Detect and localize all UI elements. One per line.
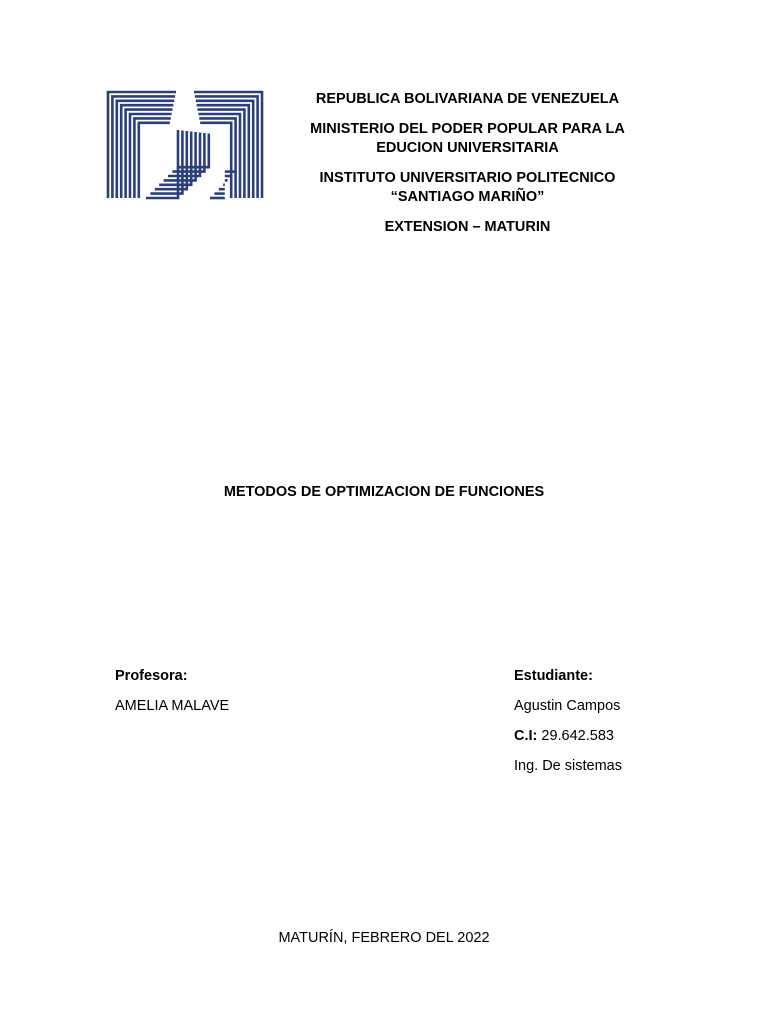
- logo-stroke: [146, 130, 178, 198]
- professor-name: AMELIA MALAVE: [115, 698, 230, 714]
- document-title: METODOS DE OPTIMIZACION DE FUNCIONES: [223, 484, 545, 500]
- student-section: [514, 667, 622, 787]
- institution-header: [280, 90, 655, 248]
- student-id-value: 29.642.583: [541, 728, 614, 744]
- header-ministry: MINISTERIO DEL PODER POPULAR PARA LA EDUCION UNIVERSITARIA: [310, 121, 625, 156]
- logo-stroke: [139, 123, 170, 198]
- student-label: Estudiante:: [514, 668, 593, 684]
- professor-section: [115, 667, 229, 727]
- institutional-logo-icon: [106, 90, 264, 200]
- student-career: Ing. De sistemas: [514, 758, 622, 774]
- header-extension: EXTENSION – MATURIN: [384, 219, 551, 235]
- logo-stroke: [108, 92, 176, 198]
- header-country: REPUBLICA BOLIVARIANA DE VENEZUELA: [315, 91, 620, 107]
- professor-label: Profesora:: [115, 668, 188, 684]
- header-institute-line1: INSTITUTO UNIVERSITARIO POLITECNICO: [319, 170, 616, 186]
- header-institute: [280, 169, 655, 207]
- student-id: [514, 727, 622, 757]
- header-institute-line2: “SANTIAGO MARIÑO”: [390, 189, 545, 205]
- student-name: Agustin Campos: [514, 698, 621, 714]
- place-date: MATURÍN, FEBRERO DEL 2022: [278, 930, 490, 946]
- student-id-label: C.I:: [514, 728, 538, 744]
